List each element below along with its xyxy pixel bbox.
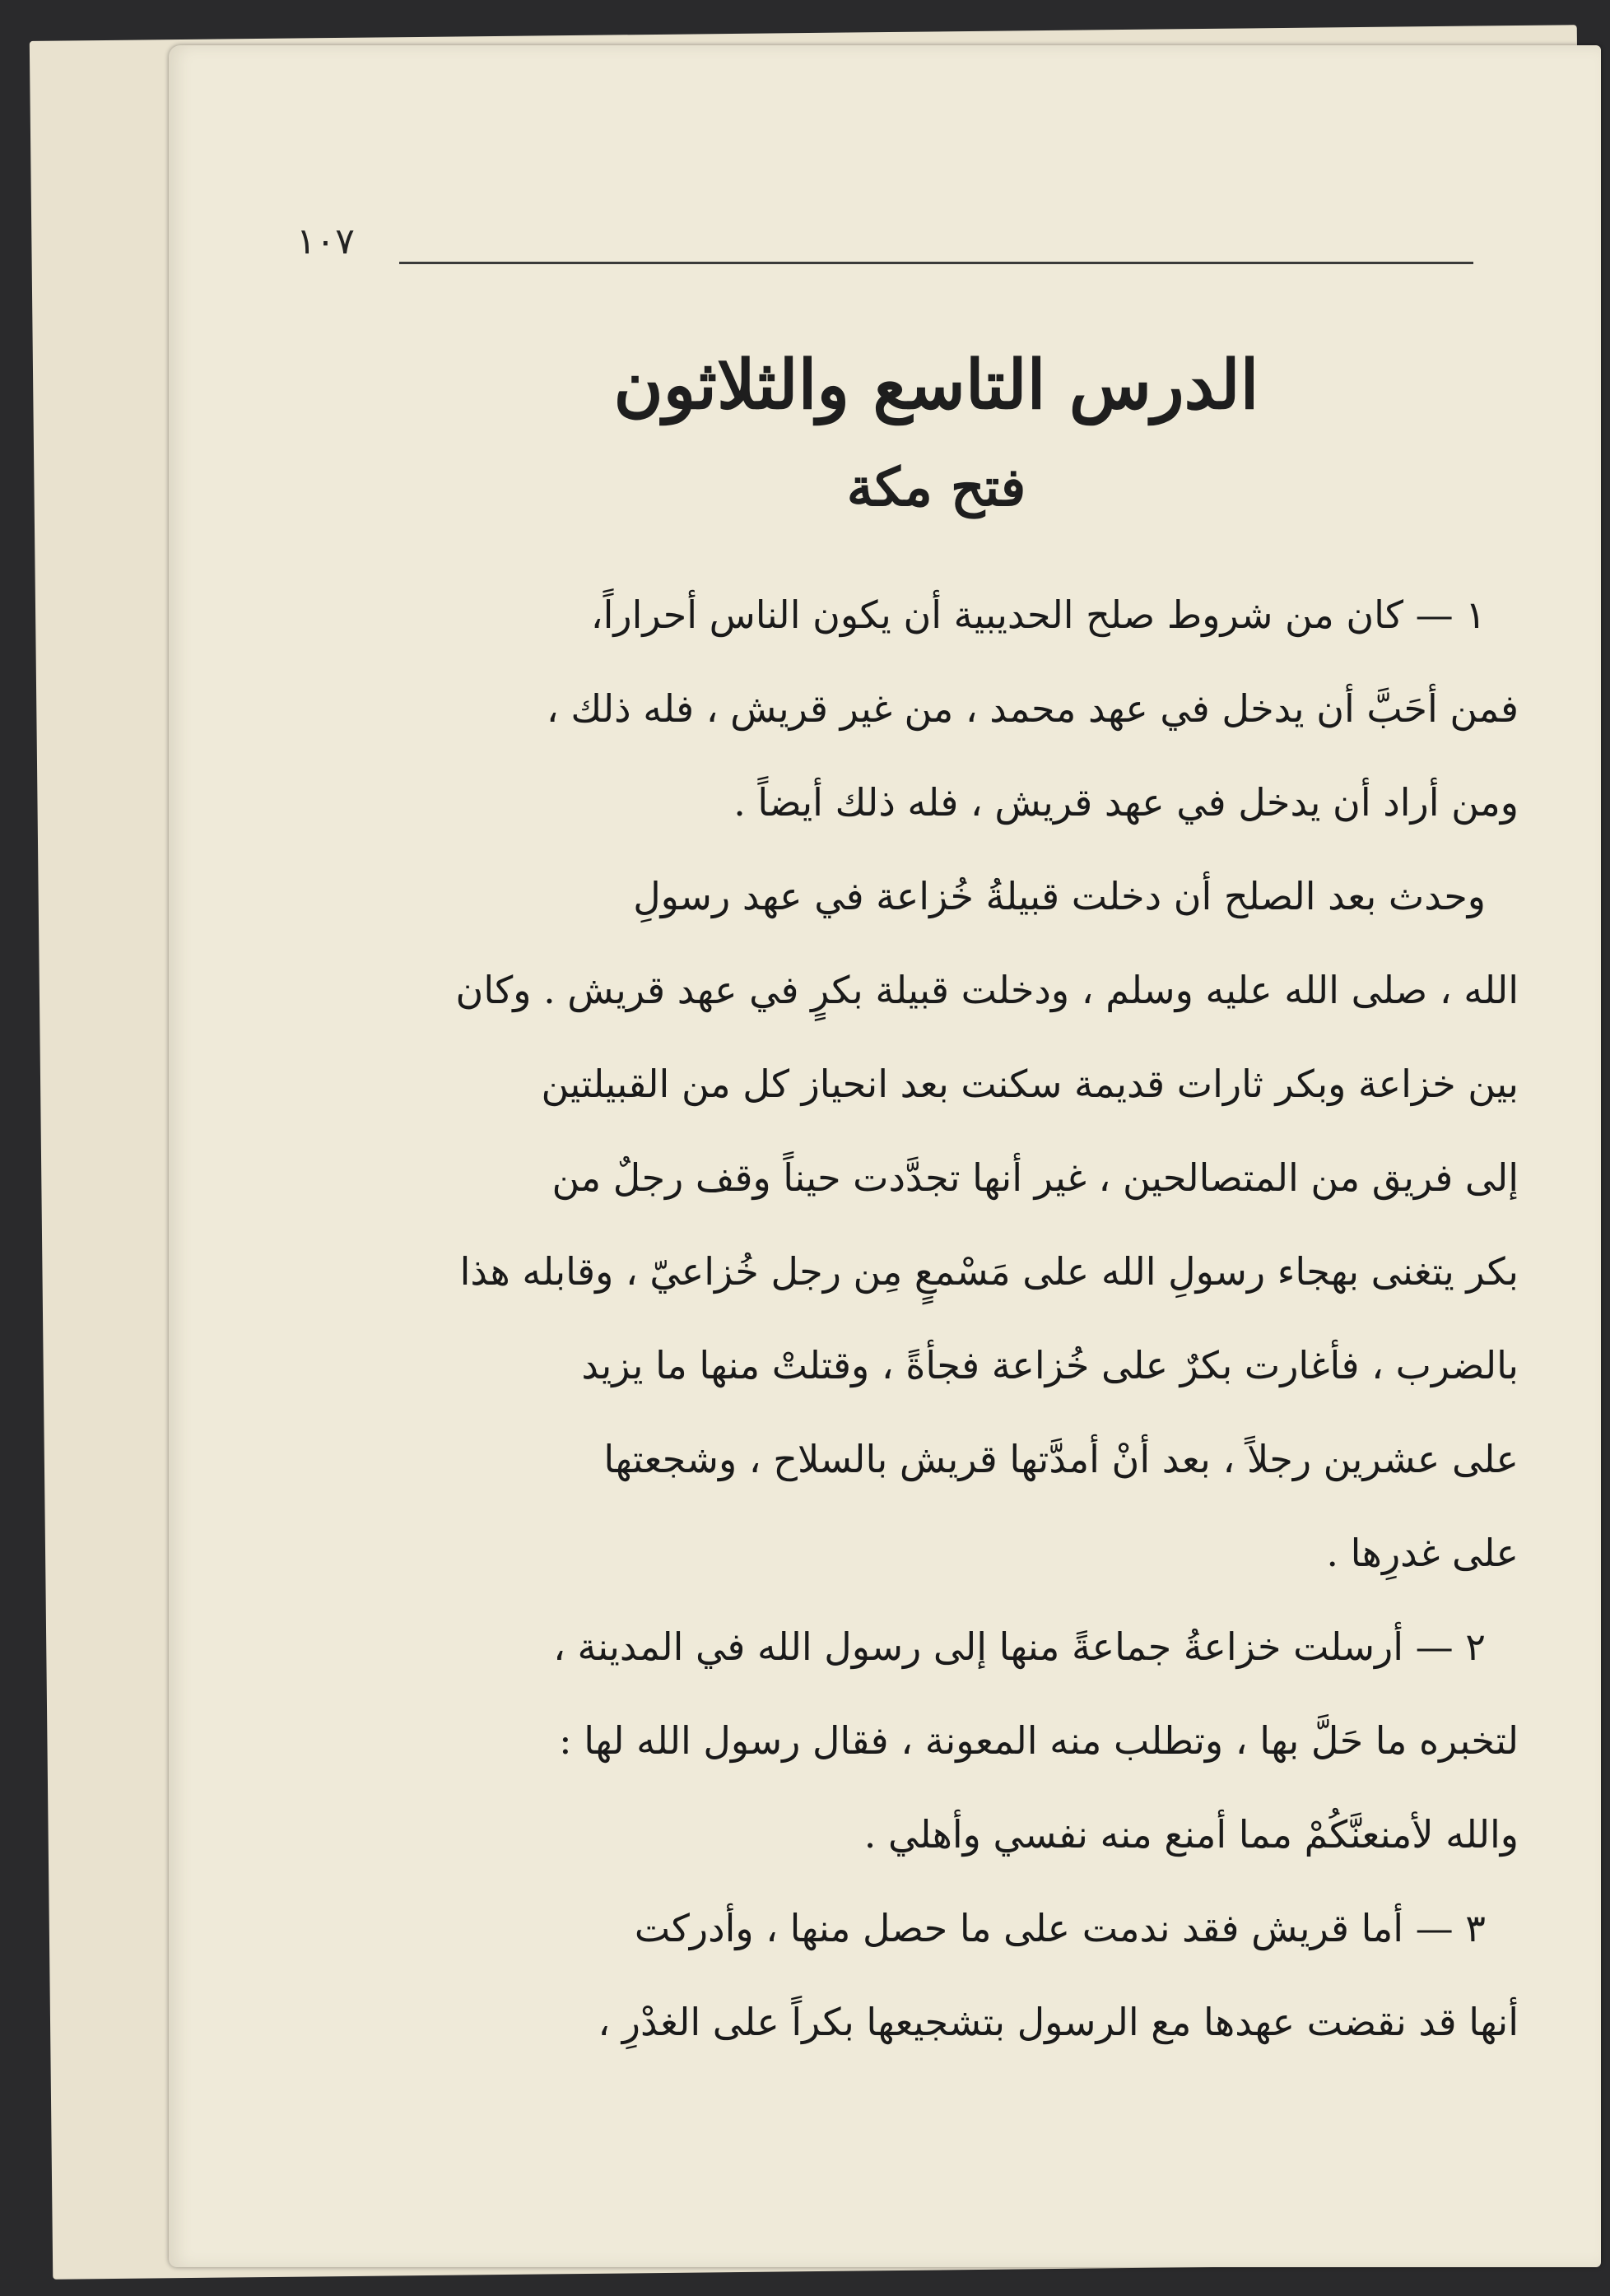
- header-rule: [399, 262, 1473, 264]
- text-line: لتخبره ما حَلَّ بها ، وتطلب منه المعونة ، فقال رسول الله لها :: [559, 1718, 1519, 1763]
- text-line: والله لأمنعنَّكُمْ مما أمنع منه نفسي وأهلي .: [863, 1812, 1519, 1857]
- text-line: على عشرين رجلاً ، بعد أنْ أمدَّتها قريش بالسلاح ، وشجعتها: [603, 1437, 1519, 1481]
- text-line: بكر يتغنى بهجاء رسولِ الله على مَسْمعٍ مِن رجل خُزاعيّ ، وقابله هذا: [459, 1249, 1519, 1294]
- text-line: فمن أحَبَّ أن يدخل في عهد محمد ، من غير قريش ، فله ذلك ،: [546, 686, 1519, 731]
- text-line: الله ، صلى الله عليه وسلم ، ودخلت قبيلة بكرٍ في عهد قريش . وكان: [455, 968, 1519, 1012]
- text-line: بالضرب ، فأغارت بكرٌ على خُزاعة فجأةً ، وقتلتْ منها ما يزيد: [581, 1343, 1519, 1387]
- text-line: ٣ — أما قريش فقد ندمت على ما حصل منها ، وأدركت: [634, 1906, 1486, 1950]
- text-line: ومن أراد أن يدخل في عهد قريش ، فله ذلك أيضاً .: [733, 780, 1519, 825]
- text-line: ٢ — أرسلت خزاعةُ جماعةً منها إلى رسول الله في المدينة ،: [553, 1624, 1486, 1669]
- lesson-title: الدرس التاسع والثلاثون: [613, 346, 1259, 425]
- text-line: أنها قد نقضت عهدها مع الرسول بتشجيعها بكراً على الغدْرِ ،: [598, 2000, 1519, 2044]
- lesson-subtitle: فتح مكة: [846, 457, 1026, 518]
- body-text: [416, 568, 1519, 2069]
- text-line: ١ — كان من شروط صلح الحديبية أن يكون الناس أحراراً،: [590, 593, 1486, 637]
- text-line: بين خزاعة وبكر ثارات قديمة سكنت بعد انحياز كل من القبيلتين: [541, 1062, 1519, 1106]
- text-line: إلى فريق من المتصالحين ، غير أنها تجدَّدت حيناً وقف رجلٌ من: [551, 1155, 1519, 1200]
- text-line: وحدث بعد الصلح أن دخلت قبيلةُ خُزاعة في عهد رسولِ: [633, 874, 1486, 918]
- page-number: ١٠٧: [296, 221, 355, 263]
- text-line: على غدرِها .: [1326, 1531, 1519, 1575]
